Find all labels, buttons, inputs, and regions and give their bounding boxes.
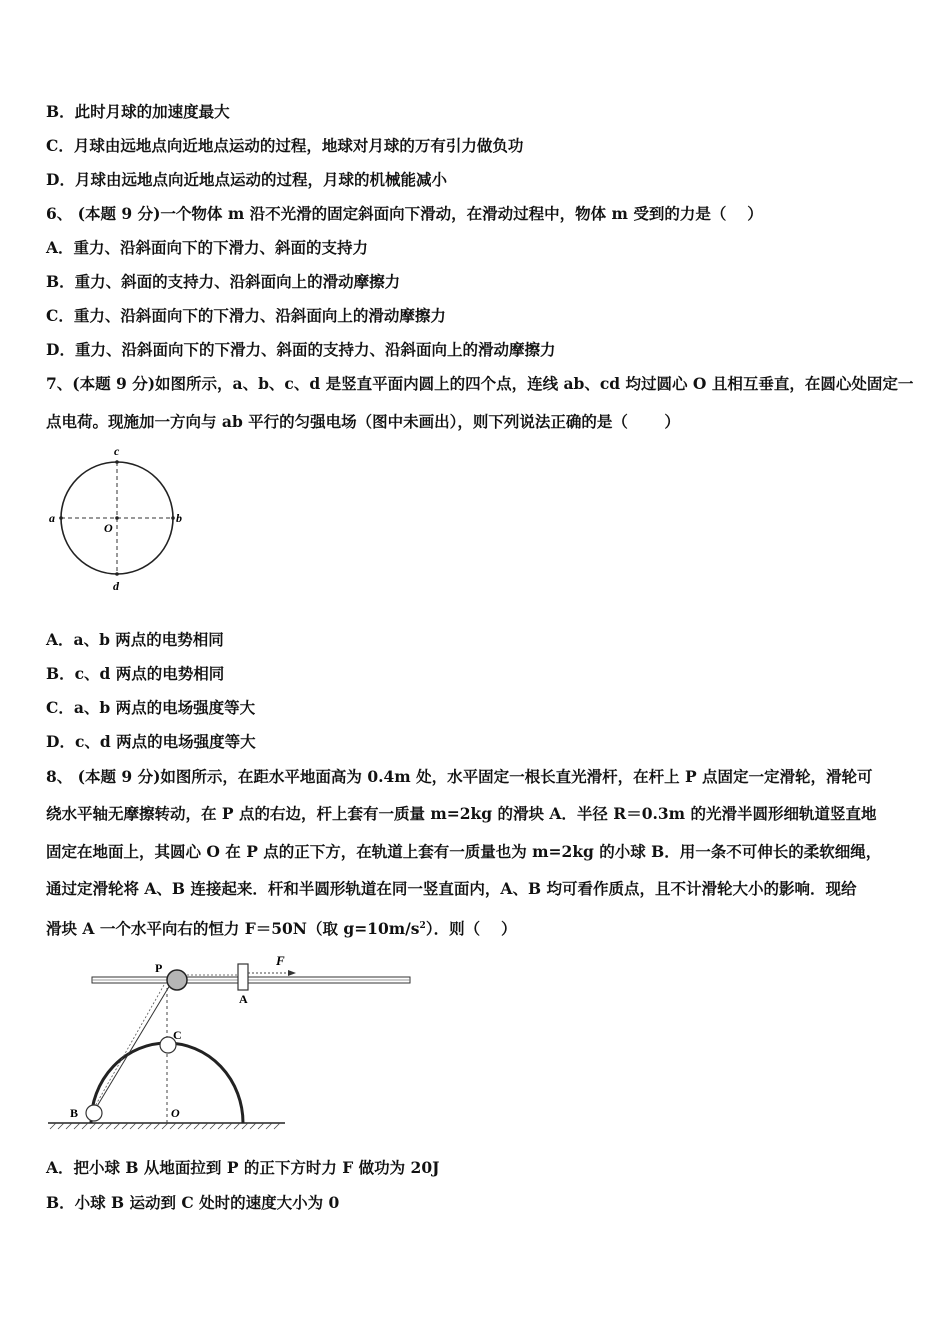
q6-option-a: A．重力、沿斜面向下的下滑力、斜面的支持力 — [46, 238, 369, 257]
point-b — [171, 516, 175, 520]
q5-option-b: B．此时月球的加速度最大 — [46, 102, 230, 121]
q8-pulley-figure — [40, 950, 420, 1135]
label-f: F — [276, 953, 285, 968]
q6-option-b: B．重力、斜面的支持力、沿斜面向上的滑动摩擦力 — [46, 272, 401, 291]
rope-dashed — [94, 985, 164, 1108]
q8-option-b: B．小球 B 运动到 C 处时的速度大小为 0 — [46, 1193, 340, 1212]
point-c — [115, 460, 119, 464]
q7-stem-line2: 点电荷。现施加一方向与 ab 平行的匀强电场（图中未画出），则下列说法正确的是（ ） — [46, 412, 680, 431]
q8-stem-line5-a: 滑块 A 一个水平向右的恒力 F＝50N（取 g=10m/s — [46, 919, 420, 939]
q7-option-a: A．a、b 两点的电势相同 — [46, 630, 224, 649]
q8-stem-line4: 通过定滑轮将 A、B 连接起来．杆和半圆形轨道在同一竖直面内，A、B 均可看作质点，且不计滑轮大小的影响．现给 — [46, 879, 857, 898]
point-a — [59, 516, 63, 520]
q8-stem-line5 — [46, 915, 516, 940]
q7-circle-figure — [40, 440, 200, 600]
q8-superscript: 2 — [419, 921, 426, 931]
label-a: A — [239, 992, 248, 1006]
label-c: c — [114, 444, 120, 458]
ground-hatching — [50, 1123, 280, 1129]
q6-stem: 6、 (本题 9 分)一个物体 m 沿不光滑的固定斜面向下滑动，在滑动过程中，物体 m 受到的力是（ ） — [46, 204, 763, 223]
q8-stem-line5-b: ）．则（ ） — [425, 919, 517, 939]
q6-option-c: C．重力、沿斜面向下的下滑力、沿斜面向上的滑动摩擦力 — [46, 306, 446, 325]
force-arrowhead — [288, 970, 296, 976]
block-a — [238, 964, 248, 990]
label-p: P — [155, 961, 163, 975]
ball-b — [86, 1105, 102, 1121]
q8-option-a: A．把小球 B 从地面拉到 P 的正下方时力 F 做功为 20J — [46, 1158, 440, 1177]
q8-stem-line3: 固定在地面上，其圆心 O 在 P 点的正下方，在轨道上套有一质量也为 m=2kg 的小球 B．用一条不可伸长的柔软细绳， — [46, 842, 882, 861]
pulley-p — [167, 970, 187, 990]
label-d: d — [113, 579, 119, 593]
label-c: C — [173, 1028, 182, 1042]
q7-stem-line1: 7、(本题 9 分)如图所示，a、b、c、d 是竖直平面内圆上的四个点，连线 ab、cd 均过圆心 O 且相互垂直，在圆心处固定一 — [46, 374, 914, 393]
label-b: b — [176, 511, 182, 525]
q7-option-c: C．a、b 两点的电场强度等大 — [46, 698, 256, 717]
label-o: O — [171, 1106, 180, 1120]
label-a: a — [49, 511, 55, 525]
q5-option-d: D．月球由远地点向近地点运动的过程，月球的机械能减小 — [46, 170, 447, 189]
q6-option-d: D．重力、沿斜面向下的下滑力、斜面的支持力、沿斜面向上的滑动摩擦力 — [46, 340, 556, 359]
rope — [96, 985, 170, 1108]
label-b: B — [70, 1106, 79, 1120]
center-o — [115, 516, 119, 520]
label-o: O — [104, 521, 113, 535]
q8-stem-line1: 8、 (本题 9 分)如图所示，在距水平地面高为 0.4m 处，水平固定一根长直光滑杆，在杆上 P 点固定一定滑轮，滑轮可 — [46, 767, 873, 786]
point-d — [115, 572, 119, 576]
q8-stem-line2: 绕水平轴无摩擦转动，在 P 点的右边，杆上套有一质量 m=2kg 的滑块 A．半径 R＝0.3m 的光滑半圆形细轨道竖直地 — [46, 804, 877, 823]
q7-option-b: B．c、d 两点的电势相同 — [46, 664, 225, 683]
q5-option-c: C．月球由远地点向近地点运动的过程，地球对月球的万有引力做负功 — [46, 136, 524, 155]
q7-option-d: D．c、d 两点的电场强度等大 — [46, 732, 256, 751]
